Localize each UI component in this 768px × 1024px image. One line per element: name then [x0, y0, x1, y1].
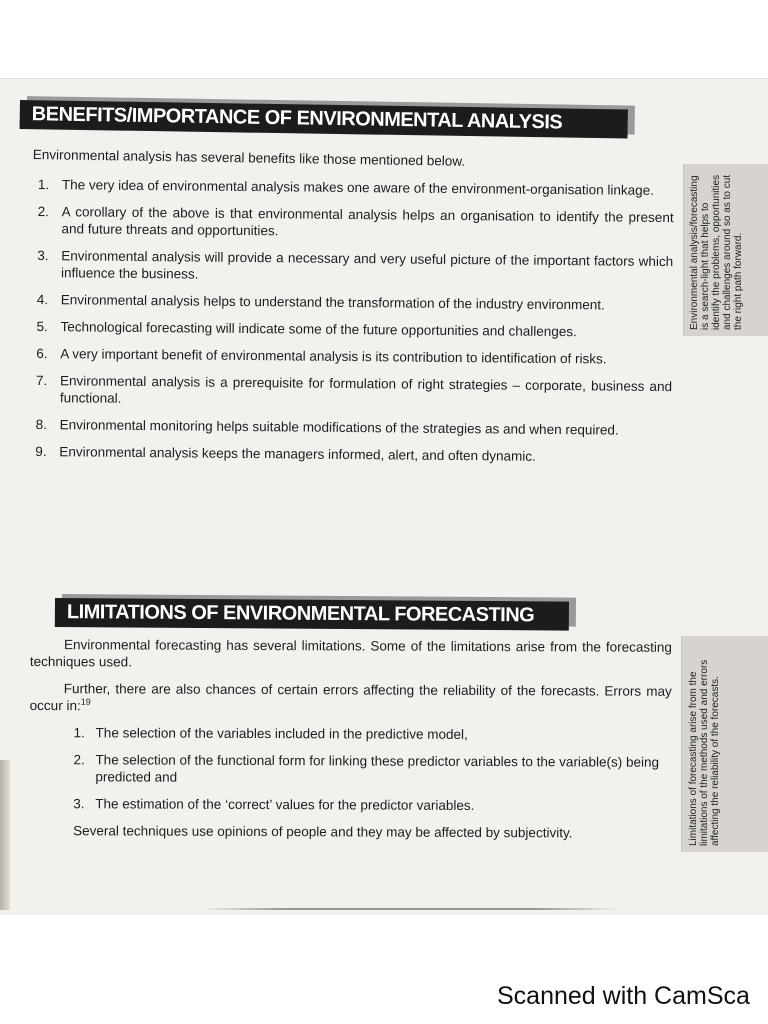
- list-item: 9. Environmental analysis keeps the managers informed, alert, and often dynamic.: [35, 443, 536, 464]
- margin-note-limitations: [681, 636, 768, 852]
- section-heading-benefits: BENEFITS/IMPORTANCE OF ENVIRONMENTAL ANALYSIS: [20, 100, 628, 139]
- list-item: 3. Environmental analysis will provide a necessary and very useful picture of the important factors which influence the business.: [37, 247, 674, 282]
- list-item: 2. A corollary of the above is that environmental analysis helps an organisation to identify the present and future threats and opportunities.: [37, 203, 674, 239]
- section-intro: Environmental analysis has several benefits like those mentioned below.: [32, 146, 466, 169]
- section-heading-limitations: LIMITATIONS OF ENVIRONMENTAL FORECASTING: [55, 598, 569, 631]
- paragraph: Further, there are also chances of certain errors affecting the reliability of the forecasts. Errors may occur in:$^{19}$: [29, 681, 672, 714]
- list-item: 8. Environmental monitoring helps suitable modifications of the strategies as and when required.: [35, 416, 619, 438]
- footnote-ref: 19: [80, 696, 91, 707]
- list-item: 3. The estimation of the ‘correct’ values for the predictor variables.: [73, 796, 475, 813]
- paragraph: Environmental forecasting has several limitations. Some of the limitations arise from the forecasting techniques used.: [29, 637, 672, 670]
- list-item: 7. Environmental analysis is a prerequisite for formulation of right strategies – corporate, business and functional.: [35, 372, 673, 406]
- benefits-list: [35, 176, 674, 476]
- page-edge-shadow: [0, 760, 10, 910]
- scanner-watermark: Scanned with CamSca: [497, 982, 750, 1010]
- list-item: 6. A very important benefit of environmental analysis is its contribution to identification of risks.: [36, 345, 607, 367]
- list-item: 1. The selection of the variables included in the predictive model,: [73, 725, 468, 742]
- list-item: 1. The very idea of environmental analysis makes one aware of the environment-organisation linkage.: [37, 176, 655, 198]
- list-item: 4. Environmental analysis helps to understand the transformation of the industry environment.: [36, 291, 605, 313]
- margin-note-text: Limitations of forecasting arise from the limitations of the methods used and errors affecting the reliability of the forecasts.: [688, 659, 721, 846]
- margin-note-benefits: [683, 164, 768, 336]
- page-bottom-rule: [200, 908, 620, 910]
- list-item: 2. The selection of the functional form for linking these predictor variables to the variable(s) being predicted and: [73, 752, 660, 785]
- margin-note-text: Environmental analysis/forecasting is a search-light that helps to identify the problems, opportunities and challenges around so as to cut the right path forward.: [689, 174, 744, 330]
- paragraph: Several techniques use opinions of people and they may be affected by subjectivity.: [73, 823, 573, 841]
- limitations-body: [29, 636, 672, 852]
- list-item: 5. Technological forecasting will indicate some of the future opportunities and challenges.: [36, 318, 577, 340]
